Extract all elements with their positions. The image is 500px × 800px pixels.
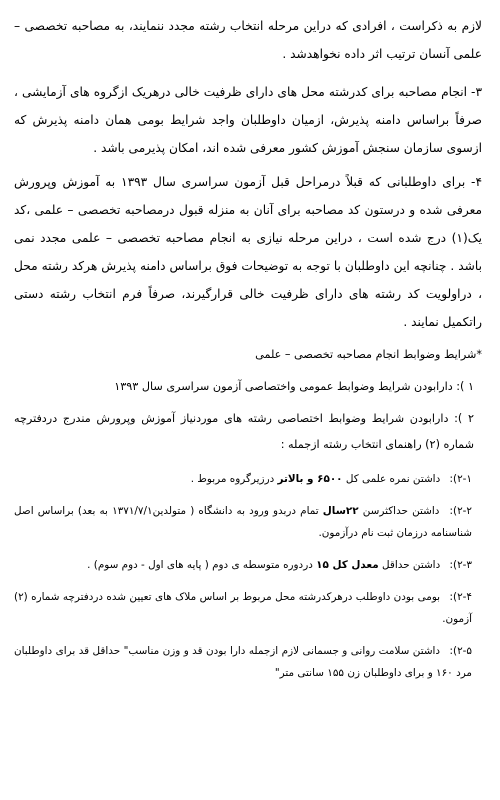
paragraph-item-4: ۴- برای داوطلبانی که قبلاً درمراحل قبل آزمون سراسری سال ۱۳۹۳ به آموزش وپرورش معرفی شده و درستون کد مصاحبه برای آنان به منزله قبول درمصاحبه تخصصی – علمی ،کد یک(۱) درج شده است ، دراین مرحله نیازی به انجام مصاحبه تخصصی – علمی مجدد نمی باشد . چنانچه این داوطلبان با توجه به توضیحات فوق براساس دامنه پذیرش هرکد رشته محل ، دراولویت کد رشته های دارای ظرفیت خالی قرارگیرند، صرفاً فرم انتخاب رشته دستی راتکمیل نمایند . (14, 175, 483, 329)
subitem-text: داشتن حداقل (382, 559, 441, 571)
section-heading: *شرایط وضوابط انجام مصاحبه تخصصی – علمی (255, 348, 482, 361)
condition-subitem-2-5 (14, 640, 482, 684)
subitem-number: ۲-۳): (449, 559, 472, 571)
condition-item-2: ۲ ): دارابودن شرایط وضوابط اختصاصی رشته های موردنیاز آموزش وپرورش مندرج دردفترچه شماره (۲) راهنمای انتخاب رشته ازجمله : (14, 412, 474, 451)
subitem-number: ۲-۴): (449, 591, 472, 603)
condition-subitem-2-1 (14, 468, 482, 490)
subitem-number: ۲-۱): (449, 473, 472, 485)
subitem-text: بومی بودن داوطلب درهرکدرشته محل مربوط بر اساس ملاک های تعیین شده دردفترچه شماره (۲) آزمون. (14, 591, 472, 625)
condition-subitem-2-4 (14, 586, 482, 630)
subitem-text: داشتن نمره علمی کل (345, 473, 441, 485)
subitem-text: تمام دربدو ورود به دانشگاه ( متولدین۱۳۷۱/۷/۱ به بعد) براساس اصل شناسنامه درزمان ثبت نام درآزمون. (14, 505, 472, 539)
subitem-text: داشتن سلامت روانی و جسمانی لازم ازجمله دارا بودن قد و وزن مناسب" حداقل قد برای داوطلبان مرد ۱۶۰ و برای داوطلبان زن ۱۵۵ سانتی متر" (14, 645, 472, 679)
condition-subitem-2-2 (14, 500, 482, 544)
subitem-text: درزیرگروه مربوط . (190, 473, 275, 485)
subitem-number: ۲-۵): (449, 645, 472, 657)
subitem-emphasis: معدل کل ۱۵ (316, 559, 379, 571)
subitem-text: داشتن حداکثرسن (362, 505, 440, 517)
condition-subitem-2-3 (14, 554, 482, 576)
condition-item-1: ۱ ): دارابودن شرایط وضوابط عمومی واختصاصی آزمون سراسری سال ۱۳۹۳ (114, 380, 474, 393)
subitem-emphasis: ۶۵۰۰ و بالاتر (277, 473, 343, 485)
subitem-text: دردوره متوسطه ی دوم ( پایه های اول - دوم سوم) . (87, 559, 313, 571)
subitem-emphasis: ۲۲سال (322, 505, 359, 517)
paragraph-note: لازم به ذکراست ، افرادی که دراین مرحله انتخاب رشته مجدد ننمایند، به مصاحبه تخصصی – علمی آنسان ترتیب اثر داده نخواهدشد . (14, 19, 482, 61)
subitem-number: ۲-۲): (449, 505, 472, 517)
paragraph-item-3: ۳- انجام مصاحبه برای کدرشته محل های دارای ظرفیت خالی درهریک ازگروه های آزمایشی ، صرفاً براساس دامنه پذیرش، ازمیان داوطلبان واجد شرایط بومی همان دامنه پذیرش که ازسوی سازمان سنجش آموزش کشور معرفی شده اند، امکان پذیرمی باشد . (14, 85, 482, 155)
